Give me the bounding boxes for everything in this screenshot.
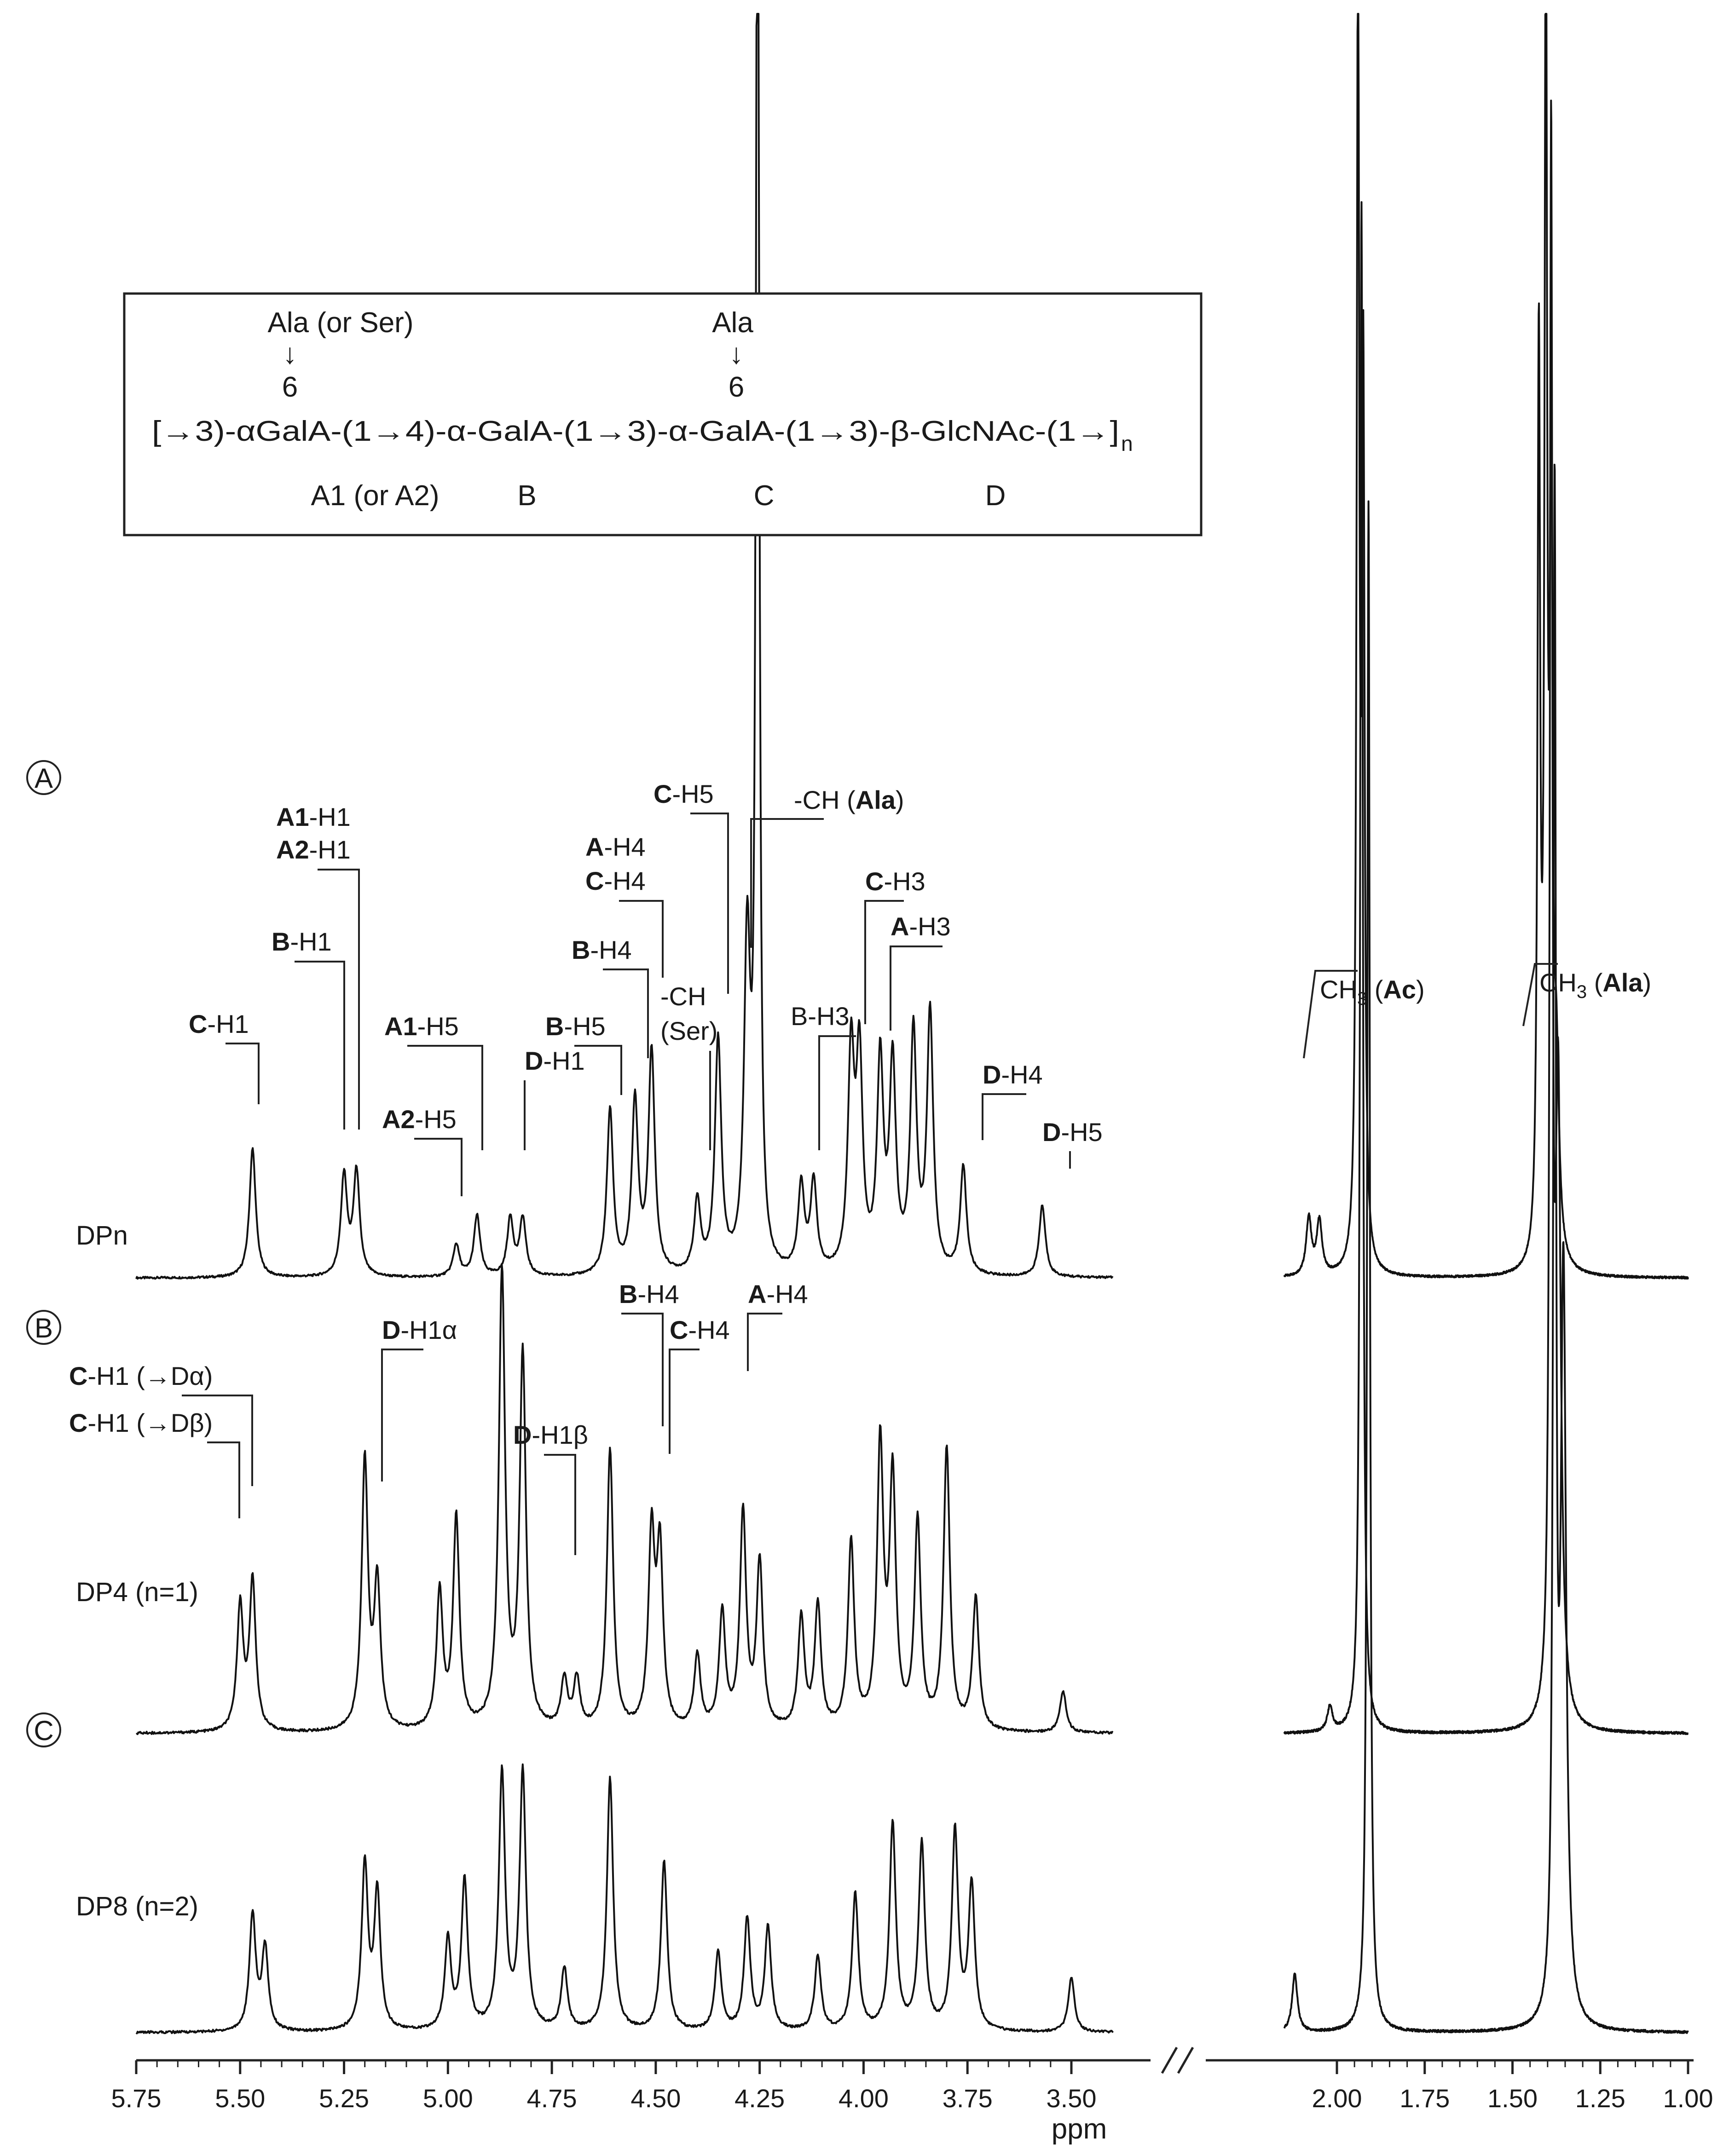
panel-label-b: DP4 (n=1) xyxy=(76,1577,198,1607)
annot-a-dh1-6-rest: -H1 xyxy=(543,1046,585,1075)
annot-b-ch1d-1-rest: -H1 (→Dβ) xyxy=(87,1408,213,1437)
structure-box xyxy=(124,294,1201,535)
x-tick-label-right-0: 2.00 xyxy=(1312,2084,1362,2113)
annot-a-ch-ala xyxy=(794,785,904,814)
annot-a-a2h5-5-rest: -H5 xyxy=(415,1105,457,1134)
annot-a-ah3-18-rest: -H3 xyxy=(909,912,951,941)
x-tick-label-right-4: 1.00 xyxy=(1663,2084,1713,2113)
annot-a-ch3-17-rest: -H3 xyxy=(884,867,925,896)
annot-methyl-ac-bold: Ac xyxy=(1383,975,1416,1004)
x-tick-label-left-2: 5.25 xyxy=(319,2084,370,2113)
x-tick-label-left-7: 4.00 xyxy=(838,2084,889,2113)
x-tick-label-left-8: 3.75 xyxy=(942,2084,993,2113)
structure-unit-a: A1 (or A2) xyxy=(311,480,440,512)
annot-a-dh5-20-bold: D xyxy=(1042,1118,1061,1147)
annot-methyl-ala-bold: Ala xyxy=(1602,968,1643,997)
annot-methyl-ala-pre: CH xyxy=(1539,968,1577,997)
x-tick-label-left-1: 5.50 xyxy=(215,2084,266,2113)
annot-a-bh4-8 xyxy=(572,935,632,964)
x-tick-label-right-1: 1.75 xyxy=(1400,2084,1450,2113)
annot-b-ch1d-1 xyxy=(69,1408,213,1437)
annot-b-ah4-6-bold: A xyxy=(748,1280,767,1309)
annot-a-a2h1-3-rest: -H1 xyxy=(309,835,351,864)
annot-a-a1h5-4 xyxy=(384,1012,459,1041)
annot-b-dh1-3-bold: D xyxy=(513,1420,532,1449)
annot-a-ch-ala-bold: Ala xyxy=(855,785,896,814)
annot-methyl-ac xyxy=(1320,975,1425,1009)
annot-a-ch1-0-bold: C xyxy=(189,1009,208,1038)
annot-a-dh1-6 xyxy=(525,1046,585,1075)
annot-a-xser-12-rest: (Ser) xyxy=(660,1016,718,1045)
structure-main xyxy=(152,415,1119,447)
annot-b-ch4-5 xyxy=(670,1315,730,1344)
annot-methyl-ac-sub: 3 xyxy=(1357,989,1368,1009)
x-tick-label-left-3: 5.00 xyxy=(422,2084,473,2113)
annot-a-bh1-1-rest: -H1 xyxy=(290,927,332,956)
panel-marker-letter-b: B xyxy=(34,1313,53,1343)
annot-a-a1h1-2-rest: -H1 xyxy=(309,802,351,831)
annot-a-bh5-7-rest: -H5 xyxy=(564,1012,606,1041)
panel-label-c: DP8 (n=2) xyxy=(76,1891,198,1921)
annot-a-bh4-8-bold: B xyxy=(572,935,590,964)
annot-b-bh4-4 xyxy=(619,1280,679,1309)
x-tick-label-left-0: 5.75 xyxy=(111,2084,162,2113)
x-tick-label-left-6: 4.25 xyxy=(734,2084,785,2113)
structure-sub2-top: Ala xyxy=(712,307,753,339)
structure-sub1-arrow: ↓ xyxy=(283,338,297,370)
annot-a-dh4-19 xyxy=(983,1060,1043,1089)
annot-a-xser-12 xyxy=(660,1016,717,1045)
annot-methyl-ac-pre: CH xyxy=(1320,975,1357,1004)
annot-b-ch1d-0 xyxy=(69,1361,213,1390)
annot-a-a1h5-4-bold: A1 xyxy=(384,1012,417,1041)
panel-marker-letter-c: C xyxy=(34,1715,54,1746)
annot-b-bh4-4-bold: B xyxy=(619,1280,638,1309)
structure-subscript: n xyxy=(1121,432,1133,455)
structure-sub2-arrow: ↓ xyxy=(729,338,744,370)
annot-a-xbh3-16-rest: B-H3 xyxy=(791,1002,850,1031)
x-tick-label-left-9: 3.50 xyxy=(1046,2084,1097,2113)
structure-sub1-top: Ala (or Ser) xyxy=(267,307,414,339)
annot-a-dh5-20 xyxy=(1042,1118,1103,1147)
annot-a-ch-ala-post: ) xyxy=(895,785,904,814)
structure-unit-d: D xyxy=(985,480,1006,512)
structure-sub2-pos: 6 xyxy=(728,371,745,403)
annot-methyl-ala-sub: 3 xyxy=(1576,982,1587,1002)
x-tick-label-right-2: 1.50 xyxy=(1487,2084,1538,2113)
annot-b-ah4-6 xyxy=(748,1280,808,1309)
annot-a-bh4-8-rest: -H4 xyxy=(590,935,632,964)
annot-methyl-ac-post: ) xyxy=(1416,975,1425,1004)
panel-marker-letter-a: A xyxy=(34,763,53,794)
annot-b-ch1d-0-rest: -H1 (→Dα) xyxy=(87,1361,213,1390)
annot-a-a2h1-3-bold: A2 xyxy=(276,835,309,864)
annot-a-bh5-7-bold: B xyxy=(545,1012,564,1041)
annot-methyl-ac-mid: ( xyxy=(1367,975,1383,1004)
annot-b-ch4-5-rest: -H4 xyxy=(688,1315,730,1344)
annot-a-bh1-1-bold: B xyxy=(272,927,290,956)
annot-methyl-ala-post: ) xyxy=(1642,968,1652,997)
annot-methyl-ala xyxy=(1539,968,1651,1002)
annot-b-dh1-3-rest: -H1β xyxy=(532,1420,588,1449)
annot-a-dh4-19-rest: -H4 xyxy=(1001,1060,1043,1089)
structure-main-text: [→3)-αGalA-(1→4)-α-GalA-(1→3)-α-GalA-(1→3)-β-GlcNAc-(1→] xyxy=(152,415,1119,447)
structure-unit-b: B xyxy=(517,480,537,512)
annot-a-xch-11 xyxy=(660,982,706,1011)
annot-a-bh5-7 xyxy=(545,1012,606,1041)
x-tick-label-right-3: 1.25 xyxy=(1575,2084,1625,2113)
annot-a-ch4-10-rest: -H4 xyxy=(604,866,646,895)
annot-a-xbh3-16 xyxy=(791,1002,850,1031)
annot-a-dh4-19-bold: D xyxy=(983,1060,1001,1089)
annot-a-dh5-20-rest: -H5 xyxy=(1061,1118,1103,1147)
annot-a-ch1-0-rest: -H1 xyxy=(207,1009,249,1038)
annot-a-ch4-10 xyxy=(585,866,646,895)
annot-a-bh1-1 xyxy=(272,927,332,956)
annot-b-ah4-6-rest: -H4 xyxy=(766,1280,808,1309)
annot-a-ah4-9-bold: A xyxy=(585,832,604,861)
annot-b-ch1d-0-bold: C xyxy=(69,1361,88,1390)
annot-a-dh1-6-bold: D xyxy=(525,1046,544,1075)
annot-a-ch-ala-pre: -CH ( xyxy=(794,785,856,814)
structure-sub1-pos: 6 xyxy=(282,371,298,403)
annot-a-xch-11-rest: -CH xyxy=(660,982,706,1011)
annot-b-ch4-5-bold: C xyxy=(670,1315,688,1344)
annot-b-dh1-2-bold: D xyxy=(382,1315,401,1344)
annot-a-ch5-13 xyxy=(654,779,714,808)
panel-label-a: DPn xyxy=(76,1221,128,1251)
annot-a-ah3-18 xyxy=(891,912,951,941)
annot-b-ch1d-1-bold: C xyxy=(69,1408,88,1437)
annot-a-ah4-9-rest: -H4 xyxy=(604,832,646,861)
x-tick-label-left-5: 4.50 xyxy=(630,2084,681,2113)
annot-a-a1h1-2-bold: A1 xyxy=(276,802,309,831)
annot-a-ah4-9 xyxy=(585,832,646,861)
annot-methyl-ala-mid: ( xyxy=(1587,968,1603,997)
x-axis-title: ppm xyxy=(1051,2113,1107,2145)
annot-b-dh1-2 xyxy=(382,1315,457,1344)
annot-a-ch5-13-bold: C xyxy=(654,779,672,808)
annot-a-ah3-18-bold: A xyxy=(891,912,909,941)
structure-unit-c: C xyxy=(753,480,775,512)
annot-a-a1h5-4-rest: -H5 xyxy=(417,1012,459,1041)
annot-a-a2h5-5 xyxy=(382,1105,457,1134)
annot-a-ch3-17 xyxy=(865,867,925,896)
annot-a-ch1-0 xyxy=(189,1009,249,1038)
annot-b-dh1-2-rest: -H1α xyxy=(400,1315,457,1344)
annot-b-dh1-3 xyxy=(513,1420,588,1449)
annot-a-a2h5-5-bold: A2 xyxy=(382,1105,415,1134)
x-tick-label-left-4: 4.75 xyxy=(526,2084,577,2113)
annot-a-a2h1-3 xyxy=(276,835,351,864)
annot-a-ch5-13-rest: -H5 xyxy=(672,779,714,808)
annot-b-bh4-4-rest: -H4 xyxy=(637,1280,679,1309)
annot-a-a1h1-2 xyxy=(276,802,351,831)
annot-a-ch4-10-bold: C xyxy=(585,866,604,895)
annot-a-ch3-17-bold: C xyxy=(865,867,884,896)
